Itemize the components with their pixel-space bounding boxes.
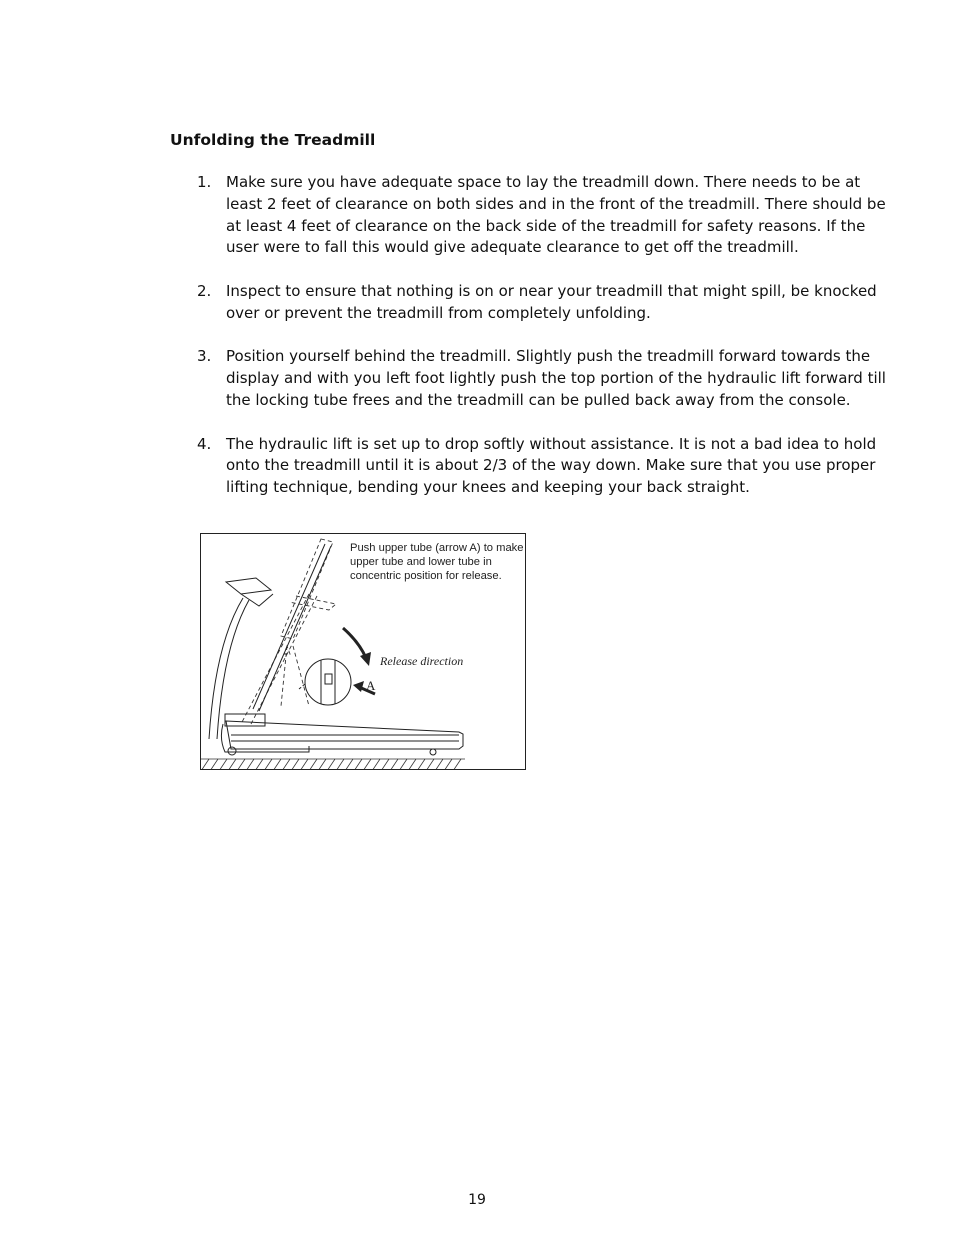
- unfolding-steps-list: [197, 172, 897, 521]
- floor-hatch: [201, 759, 465, 770]
- step-item: [197, 346, 897, 411]
- release-direction-label: Release direction: [380, 654, 464, 668]
- hydraulic-lift-tube: [253, 544, 331, 711]
- treadmill-unfold-figure: [200, 533, 526, 770]
- step-item: [197, 172, 897, 259]
- step-number: 2.: [197, 281, 212, 300]
- section-heading: Unfolding the Treadmill: [170, 131, 376, 149]
- step-text: Inspect to ensure that nothing is on or near your treadmill that might spill, be knocked over or prevent the treadmill from completely unfolding.: [226, 281, 877, 322]
- console-arm: [209, 578, 273, 739]
- step-text: Make sure you have adequate space to lay the treadmill down. There needs to be at least 2 feet of clearance on both sides and in the front of the treadmill. There should be at least 4 feet of clearance on the back side of the treadmill for safety reasons. If the user were to fall this would give adequate clearance to get off the treadmill.: [226, 173, 886, 257]
- step-number: 3.: [197, 347, 212, 366]
- step-item: [197, 281, 897, 325]
- step-text: Position yourself behind the treadmill. Slightly push the treadmill forward towards the display and with you left foot lightly push the top portion of the hydraulic lift forward till the locking tube frees and the treadmill can be pulled back away from the console.: [226, 347, 886, 409]
- treadmill-deck: [221, 714, 463, 755]
- step-item: [197, 434, 897, 499]
- step-number: 1.: [197, 173, 212, 191]
- release-direction-arrow: [343, 628, 371, 666]
- figure-caption: Push upper tube (arrow A) to make upper tube and lower tube in concentric position for release.: [350, 542, 524, 582]
- step-number: 4.: [197, 434, 212, 453]
- step-text: The hydraulic lift is set up to drop softly without assistance. It is not a bad idea to hold onto the treadmill until it is about 2/3 of the way down. Make sure that you use proper lifting technique, bending your knees and keeping your back straight.: [226, 434, 877, 497]
- detail-magnifier: [299, 659, 351, 705]
- page-number: 19: [468, 1192, 486, 1208]
- arrow-a-label: A: [366, 678, 376, 693]
